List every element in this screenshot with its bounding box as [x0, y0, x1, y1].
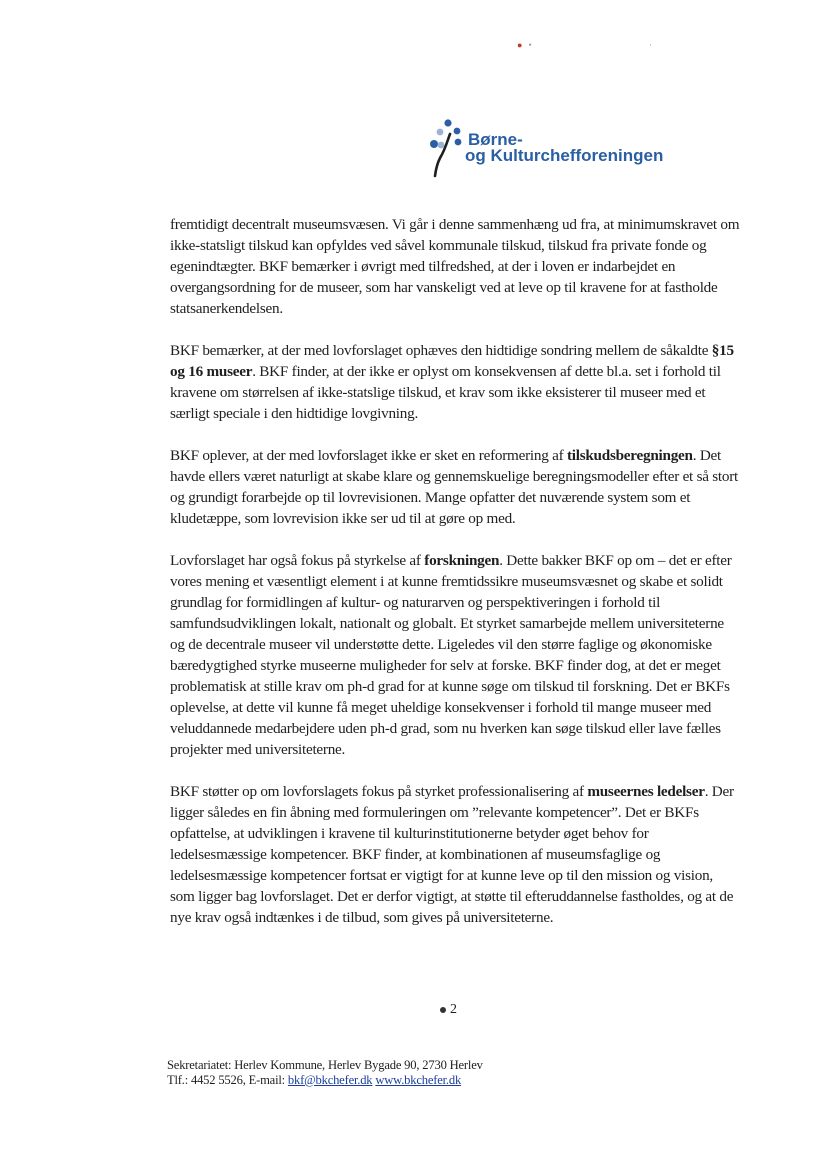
letter-body — [170, 214, 740, 949]
bold-term: museernes ledelser — [587, 783, 705, 800]
scan-artifact-marks: ● • · — [517, 40, 652, 50]
text-run: Lovforslaget har også fokus på styrkelse af — [170, 552, 425, 569]
logo-text — [465, 130, 664, 165]
text-run: . BKF finder, at der ikke er oplyst om konsekvensen af dette bl.a. set i forhold til kravene om størrelsen af ikke-statslige tilskud, et krav som ikke eksisterer til museer med et særligt speciale i den hidtidige lovgivning. — [170, 363, 721, 422]
bold-term: §15 og 16 museer — [170, 342, 734, 380]
logo-line-2: og Kulturchefforeningen — [465, 146, 664, 165]
page-number — [440, 1002, 457, 1018]
paragraph-4 — [170, 550, 740, 760]
website-link[interactable]: www.bkchefer.dk — [375, 1073, 462, 1087]
text-run: fremtidigt decentralt museumsvæsen. Vi går i denne sammenhæng ud fra, at minimumskravet om ikke-statsligt tilskud kan opfyldes ved såvel kommunale tilskud, tilskud fra private fonde og egenindtægter. BKF bemærker i øvrigt med tilfredshed, at der i loven er indarbejdet en overgangsordning for de museer, som har vanskeligt ved at leve op til kravene for at fastholde statsanerkendelsen. — [170, 216, 740, 317]
bold-term: tilskudsberegningen — [566, 447, 693, 464]
footer-phone: Tlf.: 4452 5526, E-mail: — [167, 1073, 288, 1087]
paragraph-2 — [170, 340, 740, 424]
text-run: . Det havde ellers været naturligt at skabe klare og gennemskuelige beregningsmodeller efter et så stort og grundigt forarbejde op til lovrevisionen. Mange opfatter det nuværende system som et kludetæppe, som lovrevision ikke ser ud til at gøre op med. — [170, 447, 739, 527]
paragraph-3 — [170, 445, 740, 529]
paragraph-5 — [170, 781, 740, 928]
email-link[interactable]: bkf@bkchefer.dk — [287, 1073, 373, 1087]
text-run: BKF støtter op om lovforslagets fokus på styrket professionalisering af — [170, 783, 588, 800]
paragraph-1 — [170, 214, 740, 319]
logo-line-1: Børne- — [468, 130, 523, 149]
text-run: BKF oplever, at der med lovforslaget ikke er sket en reformering af — [170, 447, 567, 464]
footer-address: Sekretariatet: Herlev Kommune, Herlev Bygade 90, 2730 Herlev — [167, 1058, 483, 1072]
footer — [167, 1058, 483, 1088]
text-run: . Der ligger således en fin åbning med formuleringen om ”relevante kompetencer”. Det er BKFs opfattelse, at udviklingen i kravene til kulturinstitutionerne betyder øget behov for ledelsesmæssige kompetencer. BKF finder, at kombinationen af museumsfaglige og ledelsesmæssige kompetencer fortsat er vigtigt for at kunne leve op til den mission og vision, som ligger bag lovforslaget. Det er derfor vigtigt, at støtte til efteruddannelse fastholdes, og at de nye krav også indtænkes i de tilbud, som gives på universiteterne. — [170, 783, 734, 926]
bold-term: forskningen — [424, 552, 500, 569]
text-run: . Dette bakker BKF op om – det er efter vores mening et væsentligt element i at kunne fremtidssikre museumsvæsnet og skabe et solidt grundlag for formidlingen af kultur- og naturarven og perspektiveringen i forhold til samfundsudviklingen lokalt, nationalt og globalt. Et styrket samarbejde mellem universiteterne og de decentrale museer vil understøtte dette. Ligeledes vil den større faglige og økonomiske bæredygtighed styrke museerne muligheder for selv at forske. BKF finder dog, at det er meget problematisk at stille krav om ph-d grad for at kunne søge om tilskud til forskning. Det er BKFs oplevelse, at dette vil kunne få meget uheldige konsekvenser i forhold til mange museer med veluddannede medarbejdere uden ph-d grad, som nu hverken kan søge tilskud eller lave fælles projekter med universiteterne. — [170, 552, 732, 758]
text-run: BKF bemærker, at der med lovforslaget ophæves den hidtidige sondring mellem de såkaldte — [170, 342, 712, 359]
bullet-icon — [440, 1007, 446, 1013]
footer-contact — [167, 1073, 483, 1088]
organization-logo — [428, 118, 668, 180]
page-number-value: 2 — [450, 1002, 457, 1017]
